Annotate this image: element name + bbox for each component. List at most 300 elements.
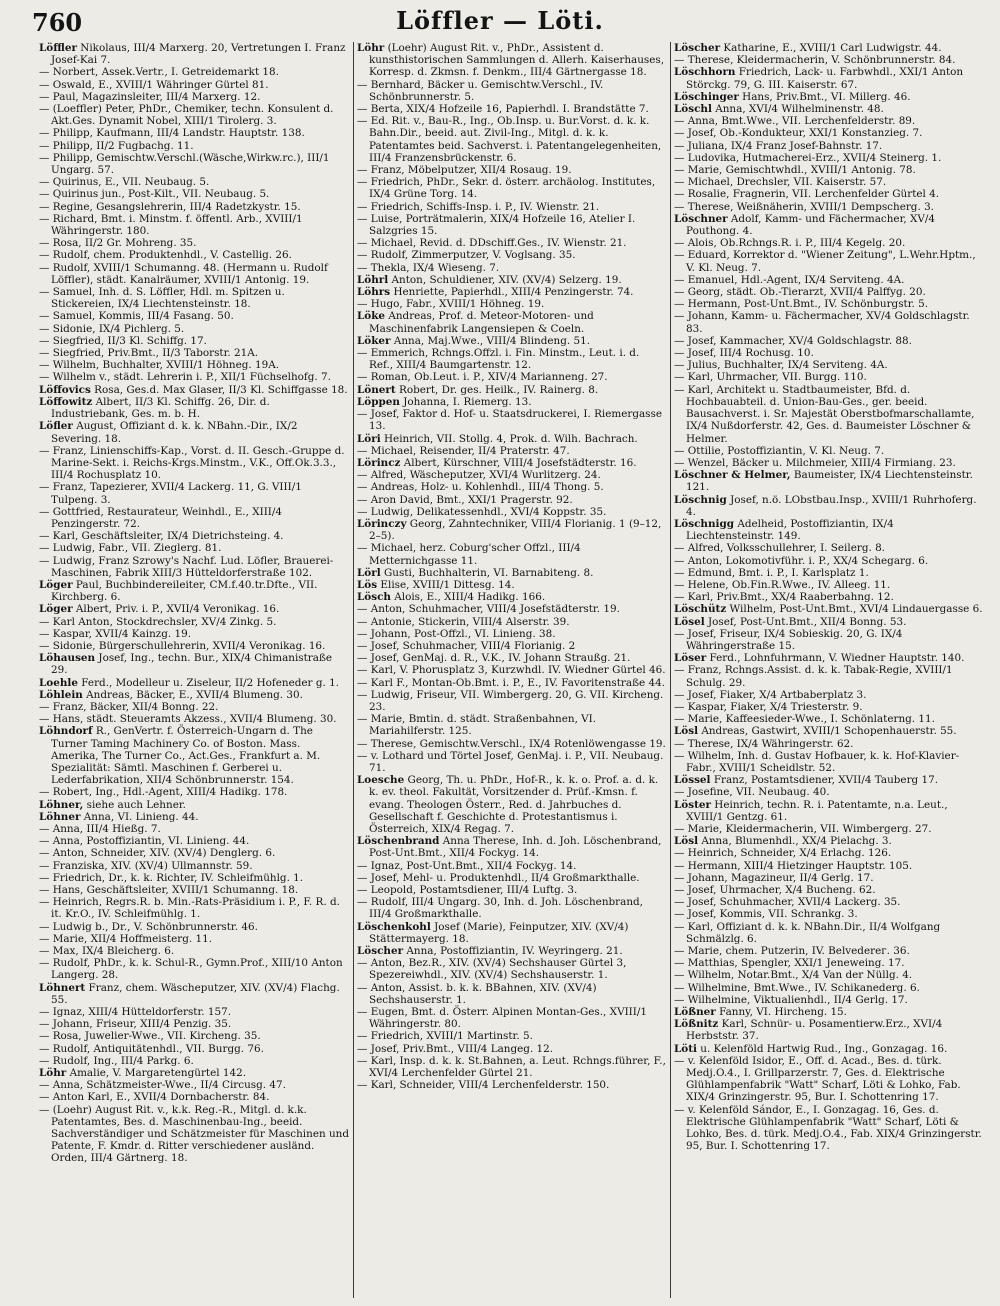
directory-entry [357,201,666,213]
entry-text: — Juliana, IX/4 Franz Josef-Bahnstr. 17. [674,140,882,152]
entry-surname: Löker [357,334,391,347]
directory-entry [39,42,349,66]
entry-text: — Rudolf, chem. Produktenhdl., V. Castellig. 26. [39,249,292,261]
entry-text: — Philipp, II/2 Fugbachg. 11. [39,140,194,152]
directory-entry [674,908,983,920]
directory-entry [357,921,666,945]
entry-text: Franz, chem. Wäscheputzer, XIV. (XV/4) Flachg. 55. [51,981,340,1006]
entry-text: — Wilhelm v., städt. Lehrerin i. P., XII/1 Füchselhofg. 7. [39,371,331,383]
entry-text: — Ignaz, Post-Unt.Bmt., XII/4 Fockyg. 14. [357,860,576,872]
directory-entry [357,262,666,274]
entry-text: — Richard, Bmt. i. Minstm. f. öffentl. Arb., XVIII/1 Währingerstr. 180. [39,213,303,237]
directory-entry [39,982,349,1006]
entry-text: Katharine, E., XVIII/1 Carl Ludwigstr. 44. [723,42,942,54]
entry-text: — Norbert, Assek.Vertr., I. Getreidemarkt 18. [39,66,279,78]
entry-text: — Karl, Schneider, VIII/4 Lerchenfelderstr. 150. [357,1079,609,1091]
entry-surname: Löhausen [39,652,96,665]
entry-text: — Michael, Revid. d. DDschiff.Ges., IV. Wienstr. 21. [357,237,626,249]
directory-entry [357,408,666,432]
entry-text: — Hans, Geschäftsleiter, XVIII/1 Schumanng. 18. [39,884,298,896]
entry-text: — Berta, XIX/4 Hofzeile 16, Papierhdl. I. Brandstätte 7. [357,103,649,115]
entry-text: — Eugen, Bmt. d. Österr. Alpinen Montan-Ges., XVIII/1 Währingerstr. 80. [357,1006,647,1030]
directory-entry [39,103,349,127]
directory-entry [674,249,983,273]
entry-text: Henriette, Papierhdl., XIII/4 Penzingerstr. 74. [393,286,634,299]
directory-entry [39,603,349,615]
directory-entry [39,335,349,347]
directory-entry [357,506,666,518]
directory-entry [674,713,983,725]
directory-entry [39,188,349,200]
entry-text: — Siegfried, II/3 Kl. Schiffg. 17. [39,335,207,347]
entry-surname: Lörl [357,566,381,579]
directory-entry [674,494,983,518]
directory-entry [357,884,666,896]
entry-text: Josef, n.ö. LObstbau.Insp., XVIII/1 Ruhrhoferg. 4. [686,493,977,518]
directory-entry [39,127,349,139]
column-right [670,42,987,1298]
directory-entry [357,616,666,628]
entry-text: Ferd., Lohnfuhrmann, V. Wiedner Hauptstr. 140. [709,652,965,665]
entry-surname: Löger [39,578,73,591]
entry-text: Paul, Buchbindereileiter, CM.f.40.tr.Dfte., VII. Kirchberg. 6. [51,578,318,604]
directory-entry [357,396,666,408]
directory-entry [39,1055,349,1067]
directory-entry [39,1006,349,1018]
directory-entry [357,1006,666,1030]
columns [36,42,988,1298]
directory-entry [39,921,349,933]
entry-text: — Anna, Schätzmeister-Wwe., II/4 Circusg. 47. [39,1079,286,1091]
directory-entry [674,1104,983,1153]
directory-entry [357,384,666,396]
directory-entry [357,1030,666,1042]
entry-text: Andreas, Prof. d. Meteor-Motoren- und Maschinenfabrik Langensiepen & Coeln. [369,310,594,335]
entry-text: — Oswald, E., XVIII/1 Währinger Gürtel 81. [39,79,269,91]
directory-entry [357,652,666,664]
entry-text: — Friedrich, Dr., k. k. Richter, IV. Schleifmühlg. 1. [39,872,303,884]
entry-text: — Anton Karl, E., XVII/4 Dornbacherstr. 84. [39,1091,269,1103]
entry-surname: Löhrl [357,273,389,286]
entry-text: — Wilhelm, Inh. d. Gustav Hofbauer, k. k. Hof-Klavier-Fabr., XVIII/1 Scheidlstr. 52. [674,750,959,774]
directory-entry [357,957,666,981]
entry-surname: Löschner & Helmer, [674,469,791,482]
directory-entry [674,445,983,457]
directory-entry [674,213,983,237]
directory-entry [674,701,983,713]
directory-entry [39,1018,349,1030]
directory-entry [674,603,983,615]
directory-entry [674,286,983,298]
entry-text: — Anna, Bmt.Wwe., VII. Lerchenfelderstr. 89. [674,115,915,127]
entry-text: — Johann, Post-Offzl., VI. Linieng. 38. [357,628,556,640]
entry-text: Johanna, I. Riemerg. 13. [403,395,532,408]
directory-entry [357,567,666,579]
running-title: Löffler — Löti. [396,6,604,35]
directory-entry [674,457,983,469]
directory-entry [357,591,666,603]
directory-entry [674,347,983,359]
entry-surname: Lörincz [357,456,401,469]
entry-text: — Michael, Reisender, II/4 Praterstr. 47. [357,445,570,457]
entry-surname: Lösl [674,725,699,738]
directory-entry [39,371,349,383]
entry-text: Adelheid, Postoffiziantin, IX/4 Liechtensteinstr. 149. [686,517,894,543]
entry-text: — Rudolf, PhDr., k. k. Schul-R., Gymn.Prof., XIII/10 Anton Langerg. 28. [39,957,343,981]
entry-text: Friedrich, Lack- u. Farbwhdl., XXI/1 Anton Störckg. 79, G. III. Kaiserstr. 67. [686,66,964,91]
entry-text: Georg, Th. u. PhDr., Hof-R., k. k. o. Prof. a. d. k. k. ev. theol. Fakultät, Vorsitzender d. Prüf.-Kmsn. f. evang. Theologen Österr., Red. d. Jahrbuches d. Gesellschaft f. Geschichte d. Protestantismus i. Österreich, XIX/4 Regag. 7. [369,774,659,835]
directory-entry [357,445,666,457]
entry-text: — Ludwig b., Dr., V. Schönbrunnerstr. 46. [39,921,258,933]
entry-text: Rosa, Ges.d. Max Glaser, II/3 Kl. Schiffgasse 18. [94,383,348,396]
directory-entry [39,91,349,103]
entry-text: — Karl F., Montan-Ob.Bmt. i. P., E., IV. Favoritenstraße 44. [357,677,665,689]
directory-entry [674,616,983,628]
entry-text: — Antonie, Stickerin, VIII/4 Alserstr. 39. [357,616,570,628]
entry-text: — Heinrich, Schneider, X/4 Erlachg. 126. [674,847,891,859]
directory-entry [357,1043,666,1055]
entry-surname: Löschütz [674,603,727,616]
entry-text: — Josef, Uhrmacher, X/4 Bucheng. 62. [674,884,876,896]
entry-text: — Rosa, Juwelier-Wwe., VII. Kircheng. 35. [39,1030,261,1042]
directory-entry [39,1067,349,1079]
directory-entry [674,750,983,774]
directory-entry [39,359,349,371]
directory-entry [357,835,666,859]
entry-surname: Löschner [674,212,728,225]
directory-entry [39,628,349,640]
entry-text: — Therese, Weißnäherin, XVIII/1 Dempscherg. 3. [674,201,934,213]
entry-text: — Luise, Porträtmalerin, XIX/4 Hofzeile 16, Atelier I. Salzgries 15. [357,213,635,237]
entry-surname: Löschenbrand [357,835,440,848]
directory-entry [39,420,349,444]
directory-entry [39,933,349,945]
entry-text: Heinrich, techn. R. i. Patentamte, n.a. Leut., XVIII/1 Gentzg. 61. [686,798,948,823]
directory-entry [674,384,983,445]
directory-entry [39,701,349,713]
directory-entry [674,994,983,1006]
directory-entry [674,1006,983,1018]
directory-entry [674,54,983,66]
entry-text: — Anton, Schneider, XIV. (XV/4) Denglerg. 6. [39,847,275,859]
entry-surname: Löhndorf [39,725,93,738]
directory-entry [357,579,666,591]
entry-text: — Paul, Magazinsleiter, III/4 Marxerg. 12. [39,91,260,103]
entry-text: Josef, Ing., techn. Bur., XIX/4 Chimanistraße 29. [51,652,333,677]
directory-entry [357,738,666,750]
entry-text: — Rudolf, Zimmerputzer, V. Voglsang. 35. [357,249,576,261]
directory-entry [357,298,666,310]
entry-text: — Anton, Assist. b. k. k. BBahnen, XIV. (XV/4) Sechshauserstr. 1. [357,982,597,1006]
entry-surname: Lössel [674,774,711,787]
directory-entry [674,945,983,957]
entry-text: — Franz, Bäcker, XII/4 Bonng. 22. [39,701,218,713]
directory-entry [674,115,983,127]
directory-entry [357,481,666,493]
entry-text: — Friedrich, XVIII/1 Martinstr. 5. [357,1030,533,1042]
entry-text: — Josef, Kammacher, XV/4 Goldschlagstr. 88. [674,335,912,347]
directory-entry [674,860,983,872]
entry-text: — Anna, Postoffiziantin, VI. Linieng. 44. [39,835,249,847]
entry-text: — Karl, Geschäftsleiter, IX/4 Dietrichsteing. 4. [39,530,284,542]
entry-text: Andreas, Bäcker, E., XVII/4 Blumeng. 30. [86,688,303,701]
directory-entry [39,896,349,920]
entry-text: — Regine, Gesangslehrerin, III/4 Radetzkystr. 15. [39,201,301,213]
directory-entry [39,176,349,188]
entry-text: — Samuel, Kommis, III/4 Fasang. 50. [39,310,234,322]
directory-entry [674,628,983,652]
entry-text: — Rudolf, Antiquitätenhdl., VII. Burgg. 76. [39,1043,264,1055]
directory-entry [357,750,666,774]
entry-text: u. Kelenföld Hartwig Rud., Ing., Gonzagag. 16. [700,1042,948,1055]
directory-entry [39,506,349,530]
directory-entry [39,945,349,957]
entry-text: — Josef, Kommis, VII. Schrankg. 3. [674,908,858,920]
entry-surname: Lörinczy [357,517,407,530]
directory-entry [39,1030,349,1042]
entry-text: — Ludwig, Friseur, VII. Wimbergerg. 20, G. VII. Kircheng. 23. [357,689,663,713]
directory-entry [39,860,349,872]
entry-text: — Ludwig, Fabr., VII. Zieglerg. 81. [39,542,221,554]
directory-entry [39,823,349,835]
entry-text: — Josef, Faktor d. Hof- u. Staatsdruckerei, I. Riemergasse 13. [357,408,662,432]
entry-surname: Löri [357,432,381,445]
entry-text: — Franz, Tapezierer, XVII/4 Lackerg. 11, G. VIII/1 Tulpeng. 3. [39,481,302,505]
directory-entry [357,982,666,1006]
entry-text: — Josefine, VII. Neubaug. 40. [674,786,830,798]
directory-entry [357,115,666,164]
directory-entry [357,945,666,957]
directory-entry [357,872,666,884]
directory-entry [39,542,349,554]
directory-entry [39,249,349,261]
entry-surname: Löhr [357,42,385,54]
entry-text: Baumeister, IX/4 Liechtensteinstr. 121. [686,469,973,494]
entry-text: — Karl Anton, Stockdrechsler, XV/4 Zinkg. 5. [39,616,276,628]
entry-text: Heinrich, VII. Stollg. 4, Prok. d. Wilh. Bachrach. [383,432,638,445]
entry-text: — Edmund, Bmt. i. P., I. Karlsplatz 1. [674,567,869,579]
directory-entry [674,164,983,176]
entry-text: Ferd., Modelleur u. Ziseleur, II/2 Hofeneder g. 1. [81,676,339,689]
entry-text: — Therese, Kleidermacherin, V. Schönbrunnerstr. 84. [674,54,955,66]
entry-text: — Karl, Priv.Bmt., XX/4 Raaberbahng. 12. [674,591,894,603]
entry-text: — Julius, Buchhalter, IX/4 Serviteng. 4A. [674,359,888,371]
column-left [36,42,353,1298]
entry-surname: Löppen [357,395,400,408]
directory-entry [674,982,983,994]
entry-text: — Hans, städt. Steueramts Akzess., XVII/4 Blumeng. 30. [39,713,336,725]
entry-text: — Gottfried, Restaurateur, Weinhdl., E., XIII/4 Penzingerstr. 72. [39,506,282,530]
entry-text: — Rudolf, XVIII/1 Schumanng. 48. (Hermann u. Rudolf Löffler), städt. Kanalräumer, XVIII/1 Antonig. 19. [39,262,328,286]
directory-entry [674,274,983,286]
entry-text: — Marie, Gemischtwhdl., XVIII/1 Antonig. 78. [674,164,916,176]
directory-entry [39,1043,349,1055]
directory-entry [357,896,666,920]
directory-entry [674,786,983,798]
directory-entry [674,969,983,981]
entry-text: — Johann, Kamm- u. Fächermacher, XV/4 Goldschlagstr. 83. [674,310,970,334]
entry-text: — Josef, III/4 Rochusg. 10. [674,347,814,359]
entry-surname: Löser [674,652,707,665]
directory-entry [674,872,983,884]
entry-surname: Lösch [357,591,391,604]
entry-surname: Löfler [39,420,73,433]
entry-text: — Wilhelm, Notar.Bmt., X/4 Van der Nüllg. 4. [674,969,912,981]
directory-entry [39,811,349,823]
directory-entry [674,921,983,945]
entry-text: — Josef, GenMaj. d. R., V.K., IV. Johann Straußg. 21. [357,652,630,664]
entry-text: — Thekla, IX/4 Wieseng. 7. [357,262,499,274]
directory-entry [674,884,983,896]
directory-entry [39,1104,349,1165]
directory-entry [39,237,349,249]
directory-entry [357,371,666,383]
directory-entry [674,725,983,737]
entry-text: Albert, II/3 Kl. Schiffg. 26, Dir. d. Industriebank, Ges. m. b. H. [51,395,270,421]
directory-entry [357,457,666,469]
directory-entry [674,66,983,90]
entry-text: — Heinrich, Regrs.R. b. Min.-Rats-Präsidium i. P., F. R. d. it. Kr.O., IV. Schleifmühlg. 1. [39,896,340,920]
directory-entry [357,79,666,103]
entry-text: — Wilhelmine, Bmt.Wwe., IV. Schikanederg. 6. [674,982,920,994]
directory-entry [39,616,349,628]
entry-text: — Karl, Uhrmacher, VII. Burgg. 110. [674,371,867,383]
entry-text: — Marie, Bmtin. d. städt. Straßenbahnen, VI. Mariahilferstr. 125. [357,713,596,737]
entry-text: Albert, Kürschner, VIII/4 Josefstädterstr. 16. [403,456,637,469]
directory-entry [357,1055,666,1079]
directory-entry [357,237,666,249]
directory-entry [674,1043,983,1055]
directory-entry [357,628,666,640]
directory-entry [357,249,666,261]
entry-text: — Ed. Rit. v., Bau-R., Ing., Ob.Insp. u. Bur.Vorst. d. k. k. Bahn.Dir., beeid. aut. Zivil-Ing., Mitgl. d. k. k. Patentamtes beid. Sachverst. i. Patentangelegenheiten, III/4 Franzensbrückenstr. 6. [357,115,661,164]
directory-entry [674,103,983,115]
entry-text: — Therese, IX/4 Währingerstr. 62. [674,738,853,750]
entry-text: siehe auch Lehner. [86,798,186,811]
entry-text: Adolf, Kamm- und Fächermacher, XV/4 Pouthong. 4. [686,212,936,238]
entry-text: — Hugo, Fabr., XVIII/1 Höhneg. 19. [357,298,544,310]
entry-surname: Lösel [674,615,705,628]
entry-text: — Karl, V. Phorusplatz 3, Kurzwhdl. IV. Wiedner Gürtel 46. [357,664,666,676]
entry-text: — Rosa, II/2 Gr. Mohreng. 35. [39,237,196,249]
directory-entry [674,310,983,334]
directory-entry [674,799,983,823]
entry-text: (Loehr) August Rit. v., PhDr., Assistent d. kunsthistorischen Sammlungen d. Allerh. Kaiserhauses, Korresp. d. Zkmsn. f. Denkm., III/4 Gärtnergasse 18. [369,42,665,79]
directory-entry [39,847,349,859]
entry-text: — Karl, Insp. d. k. k. St.Bahnen, a. Leut. Rchngs.führer, F., XVI/4 Lerchenfelder Gürtel 21. [357,1055,666,1079]
directory-entry [357,433,666,445]
directory-entry [357,518,666,542]
entry-text: — Siegfried, Priv.Bmt., II/3 Taborstr. 21A. [39,347,258,359]
directory-entry [674,835,983,847]
entry-text: — Quirinus, E., VII. Neubaug. 5. [39,176,209,188]
entry-surname: Löffovics [39,383,91,396]
entry-text: — Anton, Bez.R., XIV. (XV/4) Sechshauser Gürtel 3, Spezereiwhdl., XIV. (XV/4) Sechshauserstr. 1. [357,957,626,981]
entry-surname: Löti [674,1042,697,1055]
entry-text: — Wilhelmine, Viktualienhdl., II/4 Gerlg. 17. [674,994,908,1006]
entry-surname: Löger [39,603,73,616]
entry-text: — Georg, städt. Ob.-Tierarzt, XVII/4 Palffyg. 20. [674,286,926,298]
directory-entry [357,677,666,689]
directory-entry [357,286,666,298]
entry-text: — Sidonie, IX/4 Pichlerg. 5. [39,323,184,335]
directory-entry [39,689,349,701]
entry-text: Karl, Schnür- u. Posamentierw.Erz., XVI/4 Herbststr. 37. [686,1018,943,1043]
directory-entry [39,384,349,396]
entry-text: — Alfred, Volksschullehrer, I. Seilerg. 8. [674,542,885,554]
entry-surname: Löster [674,798,711,811]
entry-text: — Kaspar, XVII/4 Kainzg. 19. [39,628,191,640]
directory-entry [39,835,349,847]
directory-entry [674,127,983,139]
entry-text: — Rudolf, Ing., III/4 Parkg. 6. [39,1055,194,1067]
directory-entry [357,176,666,200]
entry-text: — Aron David, Bmt., XXI/1 Pragerstr. 92. [357,494,573,506]
entry-text: — Michael, Drechsler, VII. Kaiserstr. 57. [674,176,886,188]
entry-text: — Anton, Lokomotivführ. i. P., XX/4 Schegarg. 6. [674,555,928,567]
entry-surname: Löschenkohl [357,920,431,933]
entry-text: — Alfred, Wäscheputzer, XVI/4 Wurlitzerg. 24. [357,469,601,481]
entry-text: — Marie, XII/4 Hoffmeisterg. 11. [39,933,212,945]
directory-entry [674,359,983,371]
directory-entry [674,738,983,750]
entry-text: — Friedrich, Schiffs-Insp. i. P., IV. Wienstr. 21. [357,201,599,213]
directory-entry [39,884,349,896]
entry-text: Josef (Marie), Feinputzer, XIV. (XV/4) Stättermayerg. 18. [369,920,629,945]
directory-entry [674,1055,983,1104]
entry-surname: Löscher [357,945,404,958]
entry-surname: Löke [357,310,386,323]
directory-entry [39,201,349,213]
directory-entry [357,469,666,481]
directory-entry [674,652,983,664]
entry-text: — Sidonie, Bürgerschullehrerin, XVII/4 Veronikag. 16. [39,640,325,652]
entry-text: Hans, Priv.Bmt., VI. Millerg. 46. [742,90,911,103]
directory-entry [39,713,349,725]
entry-text: — Karl, Architekt u. Stadtbaumeister, Bfd. d. Hochbauabteil. d. Union-Bau-Ges., ger. beeid. Bausachverst. i. Sr. Majestät Oberstbofmarschallamte, IX/4 Nußdorferstr. 42, Ges. d. Baumeister Löschner & Helmer. [674,384,974,445]
directory-entry [39,786,349,798]
entry-surname: Löffowitz [39,395,93,408]
page-number: 760 [32,8,83,37]
entry-text: Franz, Postamtsdiener, XVII/4 Tauberg 17. [713,774,939,787]
directory-entry [39,213,349,237]
entry-text: — Josef, Fiaker, X/4 Artbaberplatz 3. [674,689,866,701]
entry-text: Robert, Dr. ges. Heilk., IV. Rainerg. 8. [399,383,599,396]
entry-text: — Anton, Schuhmacher, VIII/4 Josefstädterstr. 19. [357,603,620,615]
directory-entry [674,1018,983,1042]
directory-entry [357,164,666,176]
directory-entry [674,555,983,567]
directory-entry [674,579,983,591]
directory-entry [39,555,349,579]
entry-text: — v. Kelenföld Sándor, E., I. Gonzagag. 16, Ges. d. Elektrische Glühlampenfabrik "Watt" Scharf, Löti & Lohko, Bes. d. türk. Medj.O.4., Fab. XIX/4 Grinzingerstr. 95, Bur. I. Schottenring 17. [674,1104,982,1153]
entry-text: Anna, Blumenhdl., XX/4 Pielachg. 3. [701,835,892,848]
directory-entry [674,518,983,542]
directory-entry [674,591,983,603]
column-middle [353,42,670,1298]
entry-text: — Josef, Friseur, IX/4 Sobieskig. 20, G. IX/4 Währingerstraße 15. [674,628,902,652]
directory-entry [357,713,666,737]
directory-entry [357,494,666,506]
entry-text: — Josef, Schuhmacher, XVII/4 Lackerg. 35. [674,896,900,908]
directory-entry [39,579,349,603]
directory-entry [674,469,983,493]
entry-surname: Löschnigg [674,517,734,530]
entry-text: — Quirinus jun., Post-Kilt., VII. Neubaug. 5. [39,188,269,200]
entry-text: Anna, Maj.Wwe., VIII/4 Blindeng. 51. [393,334,591,347]
directory-entry [674,542,983,554]
entry-text: — Eduard, Korrektor d. "Wiener Zeitung", L.Wehr.Hptm., V. Kl. Neug. 7. [674,249,976,273]
